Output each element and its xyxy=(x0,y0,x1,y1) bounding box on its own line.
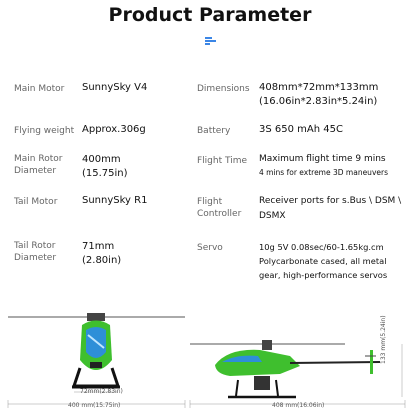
spec-label: Flying weight xyxy=(14,126,75,136)
page-title: Product Parameter xyxy=(108,4,312,26)
spec-value: SunnySky R1 xyxy=(82,195,148,206)
spec-label: Dimensions xyxy=(197,84,250,94)
rotor-span-label: 400 mm(15.75in) xyxy=(68,402,121,409)
spec-value: SunnySky V4 xyxy=(82,82,148,93)
spec-value: Maximum flight time 9 mins xyxy=(259,154,386,164)
helicopter-illustration xyxy=(0,300,420,415)
spec-value: Receiver ports for s.Bus \ DSM \ DSMX xyxy=(259,196,402,221)
front-view-helicopter xyxy=(8,313,185,387)
helicopter-figures xyxy=(0,300,420,415)
spec-value: 400mm (15.75in) xyxy=(82,154,128,179)
spec-value: 3S 650 mAh 45C xyxy=(259,124,343,135)
spec-label: Battery xyxy=(197,126,231,136)
front-width-label: 72mm(2.83in) xyxy=(80,388,123,395)
spec-value: 10g 5V 0.08sec/60-1.65kg.cm Polycarbonate cased, all metal gear, high-performance servos xyxy=(259,242,388,280)
spec-label: Flight Time xyxy=(197,156,248,166)
spec-value: Approx.306g xyxy=(82,124,146,135)
height-label: 133 mm(5.24in) xyxy=(380,315,387,364)
length-label: 408 mm(16.06in) xyxy=(272,402,325,409)
spec-label: Main Motor xyxy=(14,84,65,94)
spec-value: 408mm*72mm*133mm (16.06in*2.83in*5.24in) xyxy=(259,82,379,107)
spec-note: 4 mins for extreme 3D maneuvers xyxy=(259,168,388,177)
spec-label: Main Rotor Diameter xyxy=(14,154,63,176)
divider-icon xyxy=(205,37,217,45)
spec-label: Flight Controller xyxy=(197,197,242,219)
spec-label: Tail Rotor Diameter xyxy=(14,241,57,263)
spec-label: Tail Motor xyxy=(14,197,58,207)
spec-label: Servo xyxy=(197,243,223,253)
side-view-helicopter xyxy=(190,340,380,397)
spec-value: 71mm (2.80in) xyxy=(82,241,122,266)
